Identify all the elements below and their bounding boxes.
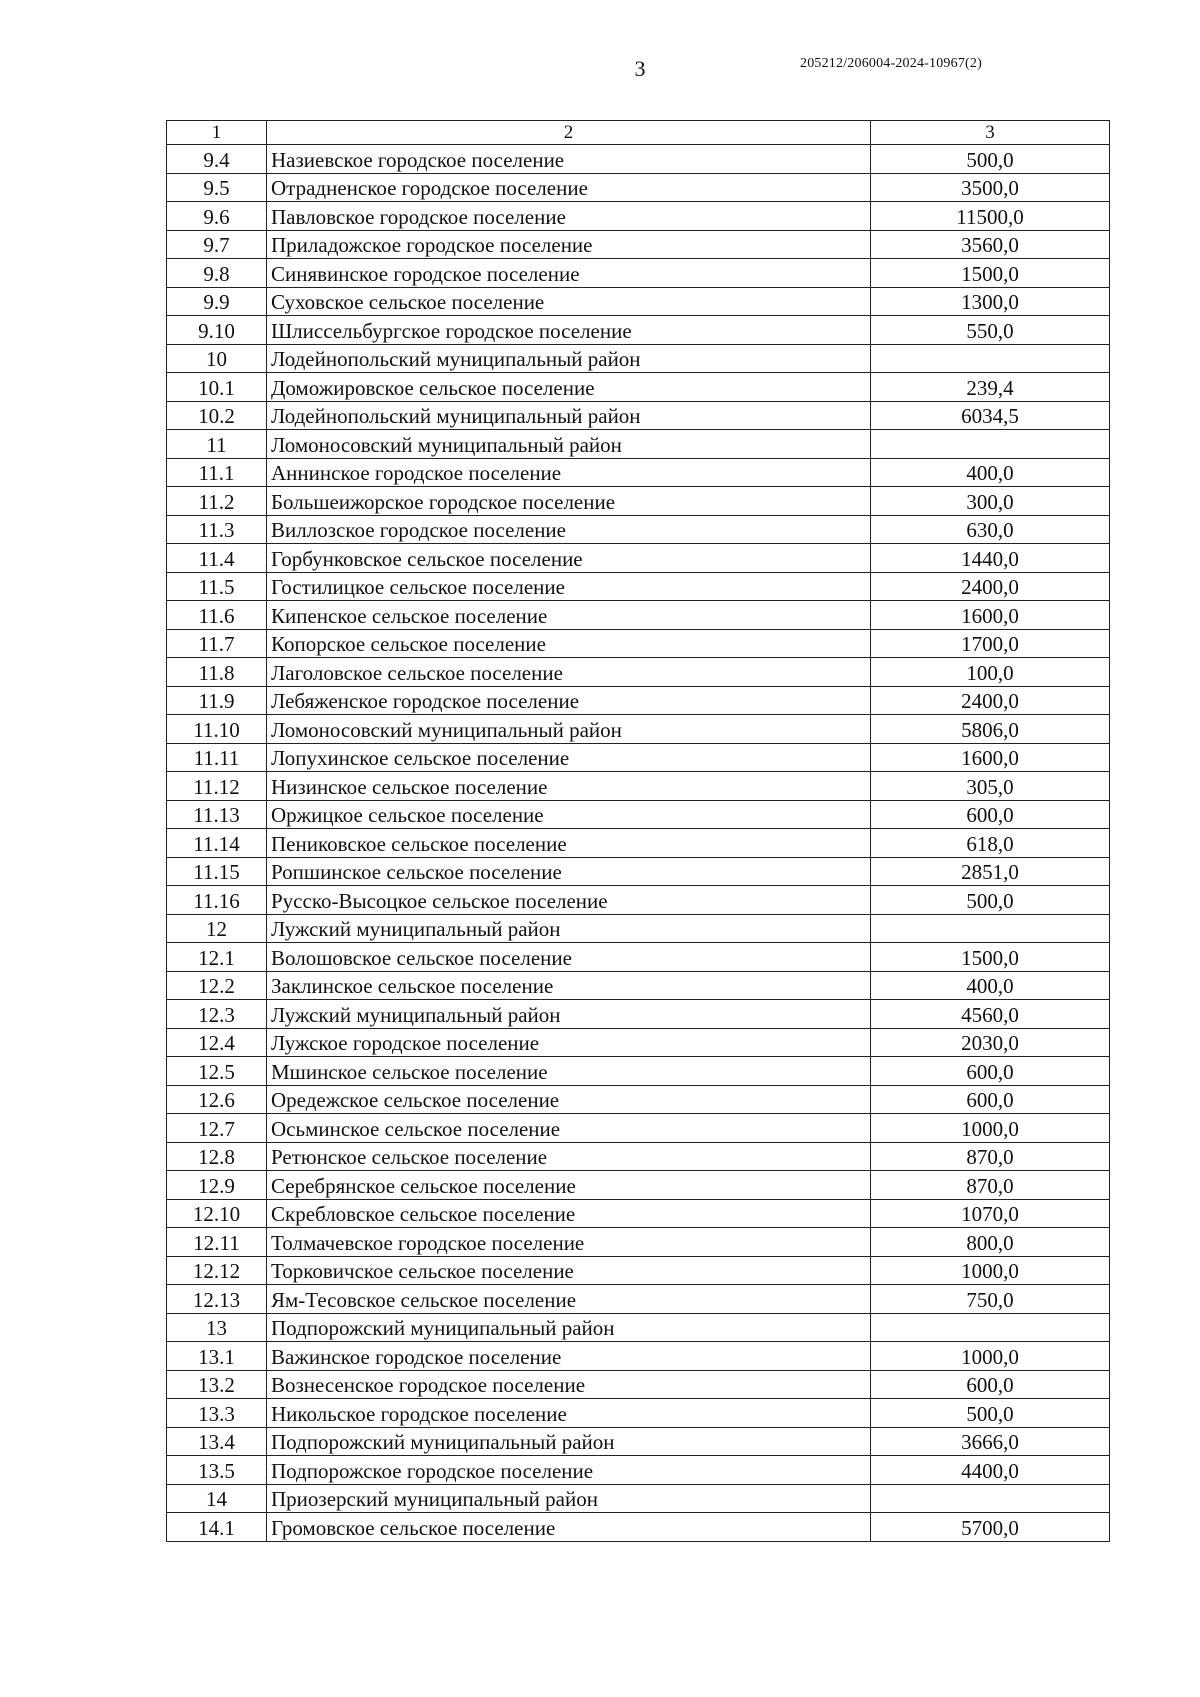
- table-row: [167, 1313, 1110, 1342]
- table-row: [167, 401, 1110, 430]
- row-number: 14.1: [167, 1513, 267, 1542]
- table-row: [167, 1085, 1110, 1114]
- row-value: 870,0: [871, 1171, 1110, 1200]
- row-number: 11.3: [167, 515, 267, 544]
- row-name: Подпорожский муниципальный район: [267, 1313, 871, 1342]
- row-value: 305,0: [871, 772, 1110, 801]
- row-number: 12.10: [167, 1199, 267, 1228]
- row-value: 4400,0: [871, 1456, 1110, 1485]
- row-name: Лужский муниципальный район: [267, 914, 871, 943]
- row-number: 9.10: [167, 316, 267, 345]
- row-name: Торковичское сельское поселение: [267, 1256, 871, 1285]
- row-value: 630,0: [871, 515, 1110, 544]
- table-row: [167, 686, 1110, 715]
- row-value: [871, 914, 1110, 943]
- row-number: 12.2: [167, 971, 267, 1000]
- row-name: Подпорожский муниципальный район: [267, 1427, 871, 1456]
- row-value: 1600,0: [871, 743, 1110, 772]
- row-value: 550,0: [871, 316, 1110, 345]
- row-value: 1300,0: [871, 287, 1110, 316]
- row-name: Мшинское сельское поселение: [267, 1057, 871, 1086]
- row-number: 10.2: [167, 401, 267, 430]
- row-value: [871, 1313, 1110, 1342]
- table-row: [167, 1456, 1110, 1485]
- table-row: [167, 373, 1110, 402]
- row-number: 12.3: [167, 1000, 267, 1029]
- table-row: [167, 1199, 1110, 1228]
- row-number: 9.4: [167, 145, 267, 174]
- row-value: 600,0: [871, 1057, 1110, 1086]
- table-row: [167, 1228, 1110, 1257]
- table-row: [167, 1285, 1110, 1314]
- row-value: 500,0: [871, 145, 1110, 174]
- row-value: 1070,0: [871, 1199, 1110, 1228]
- row-number: 13.3: [167, 1399, 267, 1428]
- row-value: 870,0: [871, 1142, 1110, 1171]
- table-row: [167, 316, 1110, 345]
- row-number: 12.4: [167, 1028, 267, 1057]
- table-row: [167, 259, 1110, 288]
- row-number: 11.16: [167, 886, 267, 915]
- row-value: 11500,0: [871, 202, 1110, 231]
- row-value: 400,0: [871, 458, 1110, 487]
- row-name: Подпорожское городское поселение: [267, 1456, 871, 1485]
- row-value: 3560,0: [871, 230, 1110, 259]
- table-row: [167, 344, 1110, 373]
- row-number: 12.12: [167, 1256, 267, 1285]
- row-value: 500,0: [871, 1399, 1110, 1428]
- row-name: Лужский муниципальный район: [267, 1000, 871, 1029]
- table-row: [167, 658, 1110, 687]
- row-name: Суховское сельское поселение: [267, 287, 871, 316]
- row-name: Приладожское городское поселение: [267, 230, 871, 259]
- row-value: 500,0: [871, 886, 1110, 915]
- table-row: [167, 886, 1110, 915]
- table-row: [167, 943, 1110, 972]
- row-name: Вознесенское городское поселение: [267, 1370, 871, 1399]
- row-name: Кипенское сельское поселение: [267, 601, 871, 630]
- row-number: 13.4: [167, 1427, 267, 1456]
- row-number: 13.5: [167, 1456, 267, 1485]
- row-name: Ям-Тесовское сельское поселение: [267, 1285, 871, 1314]
- row-number: 11.10: [167, 715, 267, 744]
- row-value: 100,0: [871, 658, 1110, 687]
- row-value: 600,0: [871, 1085, 1110, 1114]
- row-name: Ломоносовский муниципальный район: [267, 430, 871, 459]
- row-number: 14: [167, 1484, 267, 1513]
- table-row: [167, 1000, 1110, 1029]
- row-value: 750,0: [871, 1285, 1110, 1314]
- row-name: Низинское сельское поселение: [267, 772, 871, 801]
- row-number: 12.7: [167, 1114, 267, 1143]
- row-number: 12.13: [167, 1285, 267, 1314]
- row-value: 1440,0: [871, 544, 1110, 573]
- table-row: [167, 458, 1110, 487]
- document-code: 205212/206004-2024-10967(2): [800, 56, 982, 71]
- row-number: 11.8: [167, 658, 267, 687]
- table-row: [167, 715, 1110, 744]
- row-value: 2851,0: [871, 857, 1110, 886]
- row-number: 13: [167, 1313, 267, 1342]
- row-number: 12.6: [167, 1085, 267, 1114]
- row-name: Лодейнопольский муниципальный район: [267, 344, 871, 373]
- row-name: Аннинское городское поселение: [267, 458, 871, 487]
- table-row: [167, 173, 1110, 202]
- table-row: [167, 1057, 1110, 1086]
- row-name: Оредежское сельское поселение: [267, 1085, 871, 1114]
- row-number: 11.2: [167, 487, 267, 516]
- row-name: Лодейнопольский муниципальный район: [267, 401, 871, 430]
- table-row: [167, 230, 1110, 259]
- row-number: 9.7: [167, 230, 267, 259]
- table-row: [167, 829, 1110, 858]
- row-name: Громовское сельское поселение: [267, 1513, 871, 1542]
- row-number: 11.13: [167, 800, 267, 829]
- column-header-name: 2: [267, 121, 871, 145]
- row-value: 239,4: [871, 373, 1110, 402]
- row-name: Скребловское сельское поселение: [267, 1199, 871, 1228]
- row-name: Отрадненское городское поселение: [267, 173, 871, 202]
- row-number: 11.4: [167, 544, 267, 573]
- row-value: 300,0: [871, 487, 1110, 516]
- row-name: Ретюнское сельское поселение: [267, 1142, 871, 1171]
- row-value: 1600,0: [871, 601, 1110, 630]
- table-row: [167, 914, 1110, 943]
- row-number: 11.5: [167, 572, 267, 601]
- row-value: 2030,0: [871, 1028, 1110, 1057]
- row-value: 618,0: [871, 829, 1110, 858]
- row-name: Никольское городское поселение: [267, 1399, 871, 1428]
- row-name: Лужское городское поселение: [267, 1028, 871, 1057]
- row-name: Толмачевское городское поселение: [267, 1228, 871, 1257]
- table-row: [167, 772, 1110, 801]
- row-number: 9.9: [167, 287, 267, 316]
- row-name: Копорское сельское поселение: [267, 629, 871, 658]
- row-name: Оржицкое сельское поселение: [267, 800, 871, 829]
- row-value: 600,0: [871, 800, 1110, 829]
- row-value: 2400,0: [871, 686, 1110, 715]
- table-row: [167, 1370, 1110, 1399]
- row-value: 5700,0: [871, 1513, 1110, 1542]
- row-number: 11: [167, 430, 267, 459]
- row-number: 12.9: [167, 1171, 267, 1200]
- row-name: Гостилицкое сельское поселение: [267, 572, 871, 601]
- row-number: 11.15: [167, 857, 267, 886]
- row-name: Синявинское городское поселение: [267, 259, 871, 288]
- row-name: Серебрянское сельское поселение: [267, 1171, 871, 1200]
- row-number: 13.2: [167, 1370, 267, 1399]
- row-number: 9.8: [167, 259, 267, 288]
- row-number: 11.12: [167, 772, 267, 801]
- row-name: Виллозское городское поселение: [267, 515, 871, 544]
- row-value: 1000,0: [871, 1342, 1110, 1371]
- row-name: Назиевское городское поселение: [267, 145, 871, 174]
- row-value: 5806,0: [871, 715, 1110, 744]
- allocation-table: [166, 120, 1110, 1542]
- table-row: [167, 971, 1110, 1000]
- row-value: 3500,0: [871, 173, 1110, 202]
- row-number: 12.8: [167, 1142, 267, 1171]
- column-header-value: 3: [871, 121, 1110, 145]
- row-name: Доможировское сельское поселение: [267, 373, 871, 402]
- table-row: [167, 430, 1110, 459]
- table-row: [167, 1114, 1110, 1143]
- table-row: [167, 202, 1110, 231]
- row-number: 13.1: [167, 1342, 267, 1371]
- row-number: 9.6: [167, 202, 267, 231]
- table-row: [167, 1399, 1110, 1428]
- row-number: 11.1: [167, 458, 267, 487]
- row-name: Павловское городское поселение: [267, 202, 871, 231]
- row-name: Волошовское сельское поселение: [267, 943, 871, 972]
- table-row: [167, 1256, 1110, 1285]
- table-row: [167, 1484, 1110, 1513]
- row-value: 1500,0: [871, 259, 1110, 288]
- row-value: 4560,0: [871, 1000, 1110, 1029]
- table-row: [167, 515, 1110, 544]
- table-row: [167, 629, 1110, 658]
- row-name: Лебяженское городское поселение: [267, 686, 871, 715]
- row-number: 11.11: [167, 743, 267, 772]
- table-header-row: [167, 121, 1110, 145]
- row-number: 11.6: [167, 601, 267, 630]
- row-name: Шлиссельбургское городское поселение: [267, 316, 871, 345]
- row-value: 1000,0: [871, 1114, 1110, 1143]
- row-number: 11.7: [167, 629, 267, 658]
- row-value: 400,0: [871, 971, 1110, 1000]
- row-number: 12.1: [167, 943, 267, 972]
- row-name: Важинское городское поселение: [267, 1342, 871, 1371]
- row-value: 1000,0: [871, 1256, 1110, 1285]
- row-value: [871, 430, 1110, 459]
- row-number: 10: [167, 344, 267, 373]
- table-row: [167, 800, 1110, 829]
- row-number: 12: [167, 914, 267, 943]
- column-header-number: 1: [167, 121, 267, 145]
- table-row: [167, 287, 1110, 316]
- row-name: Ропшинское сельское поселение: [267, 857, 871, 886]
- row-number: 11.14: [167, 829, 267, 858]
- table-row: [167, 601, 1110, 630]
- row-name: Осьминское сельское поселение: [267, 1114, 871, 1143]
- row-name: Ломоносовский муниципальный район: [267, 715, 871, 744]
- row-name: Заклинское сельское поселение: [267, 971, 871, 1000]
- row-number: 12.11: [167, 1228, 267, 1257]
- row-name: Приозерский муниципальный район: [267, 1484, 871, 1513]
- table-row: [167, 1427, 1110, 1456]
- row-name: Лаголовское сельское поселение: [267, 658, 871, 687]
- row-value: 3666,0: [871, 1427, 1110, 1456]
- row-number: 12.5: [167, 1057, 267, 1086]
- row-value: 2400,0: [871, 572, 1110, 601]
- row-value: 1500,0: [871, 943, 1110, 972]
- table-row: [167, 487, 1110, 516]
- page-number: 3: [634, 56, 646, 81]
- row-name: Русско-Высоцкое сельское поселение: [267, 886, 871, 915]
- table-row: [167, 1342, 1110, 1371]
- row-value: [871, 344, 1110, 373]
- row-name: Лопухинское сельское поселение: [267, 743, 871, 772]
- row-name: Пениковское сельское поселение: [267, 829, 871, 858]
- row-name: Горбунковское сельское поселение: [267, 544, 871, 573]
- row-value: 800,0: [871, 1228, 1110, 1257]
- row-value: 1700,0: [871, 629, 1110, 658]
- row-value: 6034,5: [871, 401, 1110, 430]
- table-row: [167, 544, 1110, 573]
- table-row: [167, 857, 1110, 886]
- table-row: [167, 1513, 1110, 1542]
- table-row: [167, 1171, 1110, 1200]
- row-name: Большеижорское городское поселение: [267, 487, 871, 516]
- row-value: 600,0: [871, 1370, 1110, 1399]
- table-row: [167, 145, 1110, 174]
- table-row: [167, 743, 1110, 772]
- row-number: 11.9: [167, 686, 267, 715]
- row-number: 9.5: [167, 173, 267, 202]
- table-row: [167, 572, 1110, 601]
- table-row: [167, 1028, 1110, 1057]
- row-value: [871, 1484, 1110, 1513]
- table-row: [167, 1142, 1110, 1171]
- row-number: 10.1: [167, 373, 267, 402]
